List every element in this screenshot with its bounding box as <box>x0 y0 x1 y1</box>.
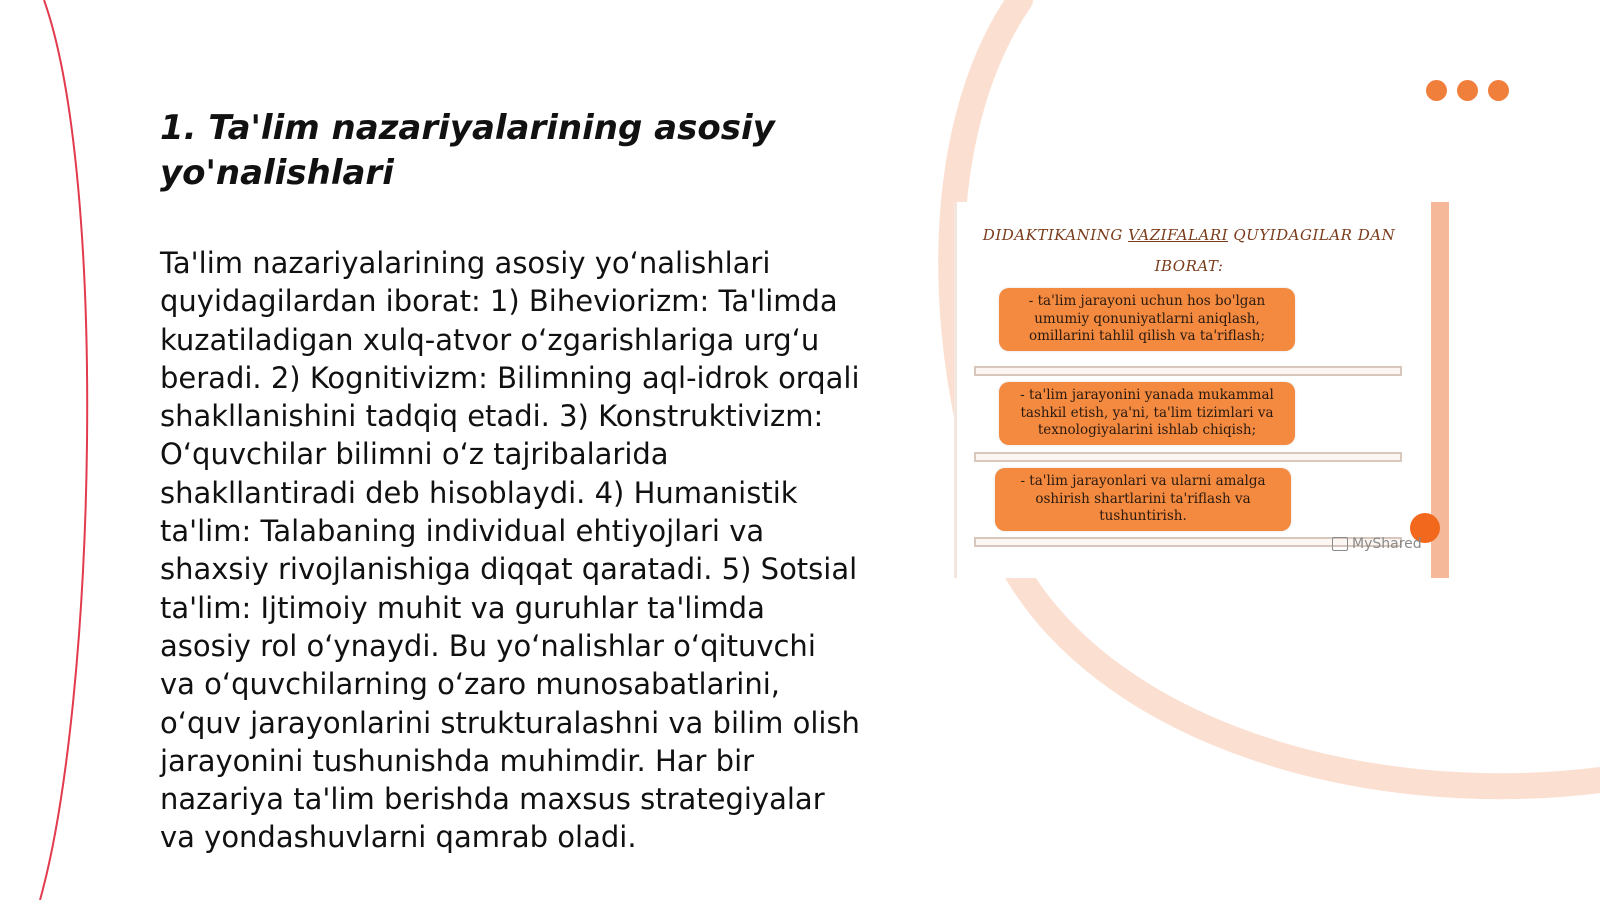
didactics-image <box>954 202 1449 578</box>
myshared-logo-icon <box>1332 537 1348 551</box>
image-bar <box>974 452 1402 462</box>
image-bar <box>974 366 1402 376</box>
more-dots-icon <box>1426 80 1509 101</box>
image-heading-part1: DIDAKTIKANING <box>982 226 1129 244</box>
myshared-watermark <box>1332 536 1422 552</box>
slide-title: 1. Ta'lim nazariyalarining asosiy yo'nalishlari <box>160 108 775 193</box>
watermark-label: MyShared <box>1352 536 1422 552</box>
image-heading <box>974 220 1404 282</box>
dot <box>1488 80 1509 101</box>
left-accent-line <box>40 0 87 900</box>
image-heading-underlined: VAZIFALARI <box>1128 226 1229 244</box>
task-box-2: - ta'lim jarayonini yanada mukammal tashkil etish, ya'ni, ta'lim tizimlari va texnologiyalarini ishlab chiqish; <box>999 382 1295 445</box>
task-box-1: - ta'lim jarayoni uchun hos bo'lgan umumiy qonuniyatlarni aniqlash, omillarini tahlil qilish va ta'riflash; <box>999 288 1295 351</box>
image-heading-part2: QUYIDAGILAR DAN IBORAT: <box>1154 226 1396 275</box>
dot <box>1457 80 1478 101</box>
image-left-border <box>954 202 957 578</box>
slide-body-text: Ta'lim nazariyalarining asosiy yo‘nalishlari quyidagilardan iborat: 1) Biheviorizm: Ta'limda kuzatiladigan xulq-atvor o‘zgarishlariga urg‘u beradi. 2) Kognitivizm: Bilimning aql-idrok orqali shakllanishini tadqiq etadi. 3) Konstruktivizm: O‘quvchilar bilimni o‘z tajribalarida shakllantiradi deb hisoblaydi. 4) Humanistik ta'lim: Talabaning individual ehtiyojlari va shaxsiy rivojlanishiga diqqat qaratadi. 5) Sotsial ta'lim: Ijtimoiy muhit va guruhlar ta'limda asosiy rol o‘ynaydi. Bu yo‘nalishlar o‘qituvchi va o‘quvchilarning o‘zaro munosabatlarini, o‘quv jarayonlarini strukturalashni va bilim olish jarayonini tushunishda muhimdir. Har bir nazariya ta'lim berishda maxsus strategiyalar va yondashuvlarni qamrab oladi. <box>160 246 860 855</box>
dot <box>1426 80 1447 101</box>
task-box-3: - ta'lim jarayonlari va ularni amalga oshirish shartlarini ta'riflash va tushuntirish. <box>995 468 1291 531</box>
